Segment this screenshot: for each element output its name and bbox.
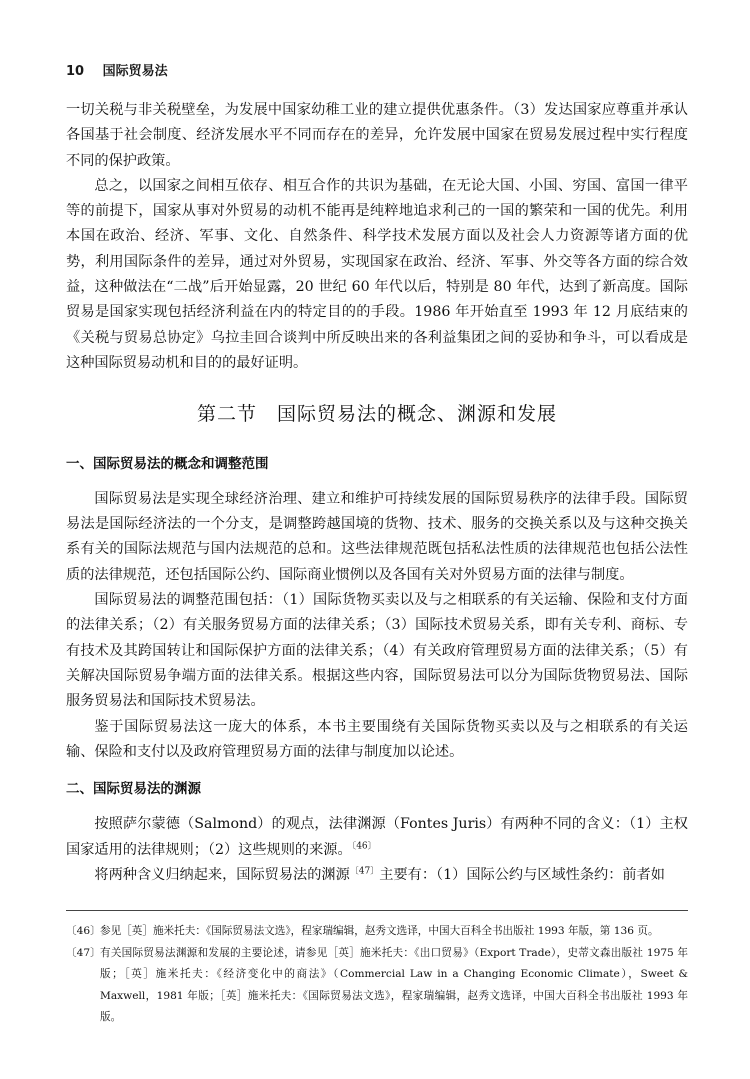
body-text [66, 98, 688, 888]
section-title: 第二节 国际贸易法的概念、渊源和发展 [196, 403, 557, 426]
subsection-heading: 一、国际贸易法的概念和调整范围 [66, 455, 269, 472]
footnote-number: 〔46〕 [66, 925, 101, 937]
page-number: 10 [66, 64, 85, 79]
paragraph-text: 将两种含义归纳起来，国际贸易法的渊源 [94, 867, 350, 884]
paragraph: 一切关税与非关税壁垒，为发展中国家幼稚工业的建立提供优惠条件。（3）发达国家应尊重并承认各国基于社会制度、经济发展水平不同而存在的差异，允许发展中国家在贸易发展过程中实行程度不同的保护政策。 [66, 102, 688, 169]
paragraph-text: 主要有：（1）国际公约与区域性条约：前者如 [379, 867, 665, 884]
running-title: 国际贸易法 [102, 64, 168, 79]
paragraph: 国际贸易法的调整范围包括：（1）国际货物买卖以及与之相联系的有关运输、保险和支付方面的法律关系；（2）有关服务贸易方面的法律关系；（3）国际技术贸易关系，即有关专利、商标、专有技术及其跨国转让和国际保护方面的法律关系；（4）有关政府管理贸易方面的法律关系；（5）有关解决国际贸易争端方面的法律关系。根据这些内容，国际贸易法可以分为国际货物贸易法、国际服务贸易法和国际技术贸易法。 [66, 592, 688, 710]
paragraph-text: 按照萨尔蒙德（Salmond）的观点，法律渊源（Fontes Juris）有两种不同的含义：（1）主权国家适用的法律规则；（2）这些规则的来源。 [66, 816, 688, 858]
page-header [66, 60, 168, 79]
footnote-ref-number: 46 [356, 840, 368, 851]
paragraph [66, 863, 688, 888]
footnotes [66, 910, 688, 1029]
footnote-text: 参见［英］施米托夫：《国际贸易法文选》，程家瑞编辑，赵秀文选译，中国大百科全书出版社 1993 年版，第 136 页。 [100, 925, 659, 937]
footnote [66, 921, 688, 943]
footnote-ref-number: 47 [358, 866, 371, 877]
paragraph: 鉴于国际贸易法这一庞大的体系，本书主要围绕有关国际货物买卖以及与之相联系的有关运输、保险和支付以及政府管理贸易方面的法律与制度加以论述。 [66, 718, 688, 760]
subsection-heading: 二、国际贸易法的渊源 [66, 781, 201, 798]
footnote [66, 943, 688, 1029]
footnote-ref: 〔46〕 [351, 840, 377, 851]
footnote-number: 〔47〕 [66, 946, 101, 959]
paragraph [66, 812, 688, 863]
footnote-text: 有关国际贸易法渊源和发展的主要论述，请参见［英］施米托夫：《出口贸易》（Export Trade），史蒂文森出版社 1975 年版；［英］施米托夫：《经济变化中的商法》（Commercial Law in a Changing Economic Climate），Sweet & Maxwell，1981 年版；［英］施米托夫：《国际贸易法文选》，程家瑞编辑，赵秀文选译，中国大百科全书出版社 1993 年版。 [100, 946, 688, 1023]
paragraph: 国际贸易法是实现全球经济治理、建立和维护可持续发展的国际贸易秩序的法律手段。国际贸易法是国际经济法的一个分支，是调整跨越国境的货物、技术、服务的交换关系以及与这种交换关系有关的国际法规范与国内法规范的总和。这些法律规范既包括私法性质的法律规范也包括公法性质的法律规范，还包括国际公约、国际商业惯例以及各国有关对外贸易方面的法律与制度。 [66, 490, 688, 583]
paragraph: 总之，以国家之间相互依存、相互合作的共识为基础，在无论大国、小国、穷国、富国一律平等的前提下，国家从事对外贸易的动机不能再是纯粹地追求利己的一国的繁荣和一国的优先。利用本国在政治、经济、军事、文化、自然条件、科学技术发展方面以及社会人力资源等诸方面的优势，利用国际条件的差异，通过对外贸易，实现国家在政治、经济、军事、外交等各方面的综合效益，这种做法在“二战”后开始显露，20 世纪 60 年代以后，特别是 80 年代，达到了新高度。国际贸易是国家实现包括经济利益在内的特定目的的手段。1986 年开始直至 1993 年 12 月底结束的《关税与贸易总协定》乌拉圭回合谈判中所反映出来的各利益集团之间的妥协和争斗，可以看成是这种国际贸易动机和目的的最好证明。 [66, 177, 688, 371]
footnote-ref: 〔47〕 [349, 866, 380, 877]
